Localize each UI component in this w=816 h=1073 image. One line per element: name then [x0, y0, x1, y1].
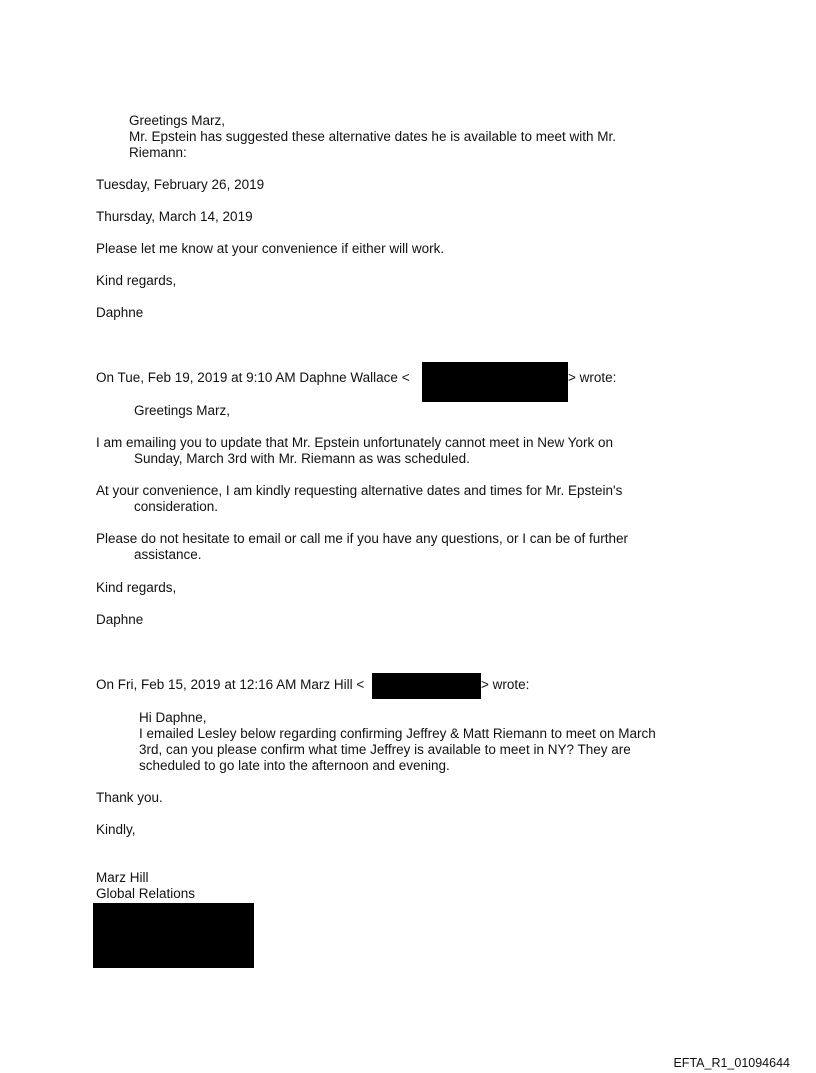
quote-body-line: Sunday, March 3rd with Mr. Riemann as was scheduled. [134, 451, 470, 466]
document-id: EFTA_R1_01094644 [673, 1056, 790, 1070]
quote-body-line: Please do not hesitate to email or call me if you have any questions, or I can be of further [96, 531, 629, 546]
quote-signature: Daphne [96, 612, 144, 627]
alternative-date: Tuesday, February 26, 2019 [96, 177, 265, 192]
quote-body-line: At your convenience, I am kindly requesting alternative dates and times for Mr. Epstein's [96, 483, 623, 498]
reply-greeting: Greetings Marz, [129, 113, 226, 128]
quote-body-line: I am emailing you to update that Mr. Epstein unfortunately cannot meet in New York on [96, 435, 614, 450]
signature-title: Global Relations [96, 886, 196, 901]
quote-body-line: I emailed Lesley below regarding confirming Jeffrey & Matt Riemann to meet on March [139, 726, 656, 741]
reply-signature: Daphne [96, 305, 144, 320]
quote-greeting: Hi Daphne, [139, 710, 207, 725]
reply-body-line: Mr. Epstein has suggested these alternative dates he is available to meet with Mr. [129, 129, 617, 144]
quote-header: On Fri, Feb 15, 2019 at 12:16 AM Marz Hill < [96, 677, 365, 692]
signature-name: Marz Hill [96, 870, 149, 885]
quote-body-line: 3rd, can you please confirm what time Jeffrey is available to meet in NY? They are [139, 742, 631, 757]
quote-closing: Kindly, [96, 822, 136, 837]
quote-body-line: consideration. [134, 499, 219, 514]
quote-greeting: Greetings Marz, [134, 403, 231, 418]
redaction-box [93, 903, 254, 968]
quote-header-suffix: > wrote: [481, 677, 530, 692]
quote-body-line: assistance. [134, 547, 202, 562]
redaction-box [372, 673, 481, 699]
reply-request: Please let me know at your convenience if either will work. [96, 241, 445, 256]
reply-closing: Kind regards, [96, 273, 177, 288]
alternative-date: Thursday, March 14, 2019 [96, 209, 253, 224]
reply-body-line: Riemann: [129, 145, 187, 160]
quote-header: On Tue, Feb 19, 2019 at 9:10 AM Daphne Wallace < [96, 370, 410, 385]
quote-closing: Kind regards, [96, 580, 177, 595]
quote-header-suffix: > wrote: [568, 370, 617, 385]
quote-body-line: scheduled to go late into the afternoon and evening. [139, 758, 450, 773]
quote-thanks: Thank you. [96, 790, 163, 805]
redaction-box [422, 362, 568, 402]
